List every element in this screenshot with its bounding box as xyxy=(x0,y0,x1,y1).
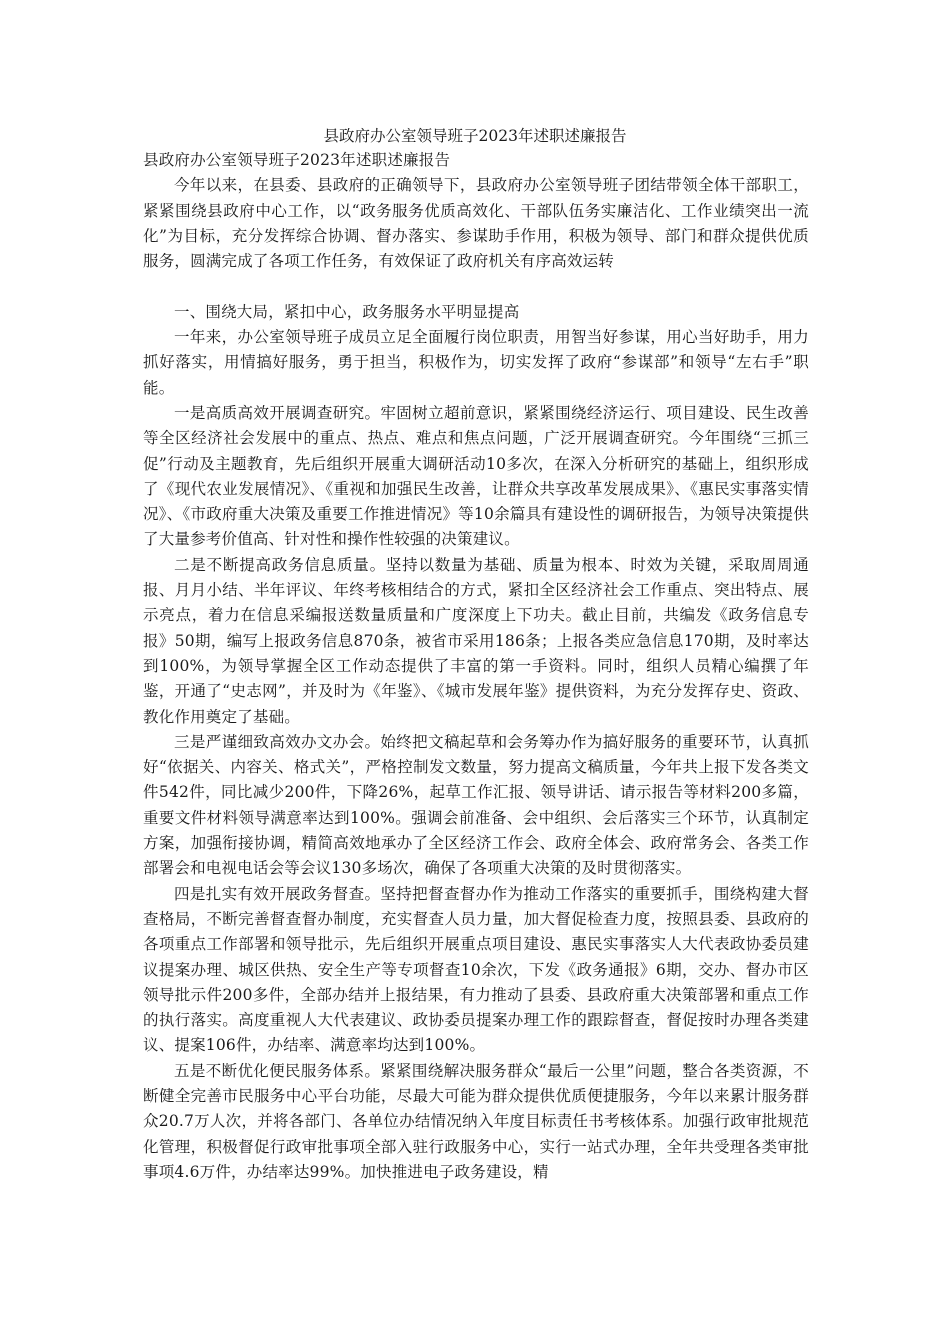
blank-line xyxy=(143,274,809,299)
paragraph-item-4: 四是扎实有效开展政务督查。坚持把督查督办作为推动工作落实的重要抓手，围绕构建大督查格局，不断完善督查督办制度，充实督查人员力量，加大督促检查力度，按照县委、县政府的各项重点工作部署和领导批示，先后组织开展重点项目建设、惠民实事落实人大代表政协委员建议提案办理、城区供热、安全生产等专项督查10余次，下发《政务通报》6期，交办、督办市区领导批示件200多件，全部办结并上报结果，有力推动了县委、县政府重大决策部署和重点工作的执行落实。高度重视人大代表建议、政协委员提案办理工作的跟踪督查，督促按时办理各类建议、提案106件，办结率、满意率均达到100%。 xyxy=(143,884,809,1055)
section-intro-paragraph: 一年来，办公室领导班子成员立足全面履行岗位职责，用智当好参谋，用心当好助手，用力抓好落实，用情搞好服务，勇于担当，积极作为，切实发挥了政府“参谋部”和领导“左右手”职能。 xyxy=(143,328,809,397)
document-body xyxy=(143,148,809,1185)
section-heading: 一、围绕大局，紧扣中心，政务服务水平明显提高 xyxy=(174,302,520,321)
document-subtitle: 县政府办公室领导班子2023年述职述廉报告 xyxy=(143,151,451,169)
intro-paragraph: 今年以来，在县委、县政府的正确领导下，县政府办公室领导班子团结带领全体干部职工，紧紧围绕县政府中心工作，以“政务服务优质高效化、干部队伍务实廉洁化、工作业绩突出一流化”为目标，充分发挥综合协调、督办落实、参谋助手作用，积极为领导、部门和群众提供优质服务，圆满完成了各项工作任务，有效保证了政府机关有序高效运转 xyxy=(143,176,809,271)
paragraph-item-1: 一是高质高效开展调查研究。牢固树立超前意识，紧紧围绕经济运行、项目建设、民生改善等全区经济社会发展中的重点、热点、难点和焦点问题，广泛开展调查研究。今年围绕“三抓三促”行动及主题教育，先后组织开展重大调研活动10多次，在深入分析研究的基础上，组织形成了《现代农业发展情况》、《重视和加强民生改善，让群众共享改革发展成果》、《惠民实事落实情况》、《市政府重大决策及重要工作推进情况》等10余篇具有建设性的调研报告，为领导决策提供了大量参考价值高、针对性和操作性较强的决策建议。 xyxy=(143,403,809,549)
paragraph-item-2: 二是不断提高政务信息质量。坚持以数量为基础、质量为根本、时效为关键，采取周周通报、月月小结、半年评议、年终考核相结合的方式，紧扣全区经济社会工作重点、突出特点、展示亮点，着力在信息采编报送数量质量和广度深度上下功夫。截止目前，共编发《政务信息专报》50期，编写上报政务信息870条，被省市采用186条；上报各类应急信息170期，及时率达到100%，为领导掌握全区工作动态提供了丰富的第一手资料。同时，组织人员精心编撰了年鉴，开通了“史志网”，并及时为《年鉴》、《城市发展年鉴》提供资料，为充分发挥存史、资政、教化作用奠定了基础。 xyxy=(143,555,809,726)
document-title: 县政府办公室领导班子2023年述职述廉报告 xyxy=(323,127,627,145)
paragraph-item-5: 五是不断优化便民服务体系。紧紧围绕解决服务群众“最后一公里”问题，整合各类资源，不断健全完善市民服务中心平台功能，尽最大可能为群众提供优质便捷服务，今年以来累计服务群众20.7万人次，并将各部门、各单位办结情况纳入年度目标责任书考核体系。加强行政审批规范化管理，积极督促行政审批事项全部入驻行政服务中心，实行一站式办理，全年共受理各类审批事项4.6万件，办结率达99%。加快推进电子政务建设，精 xyxy=(143,1061,809,1181)
paragraph-item-3: 三是严谨细致高效办文办会。始终把文稿起草和会务筹办作为搞好服务的重要环节，认真抓好“依据关、内容关、格式关”，严格控制发文数量，努力提高文稿质量，今年共上报下发各类文件542件，同比减少200件，下降26%，起草工作汇报、领导讲话、请示报告等材料200多篇，重要文件材料领导满意率达到100%。强调会前准备、会中组织、会后落实三个环节，认真制定方案，加强衔接协调，精简高效地承办了全区经济工作会、政府全体会、政府常务会、各类工作部署会和电视电话会等会议130多场次，确保了各项重大决策的及时贯彻落实。 xyxy=(143,732,809,878)
